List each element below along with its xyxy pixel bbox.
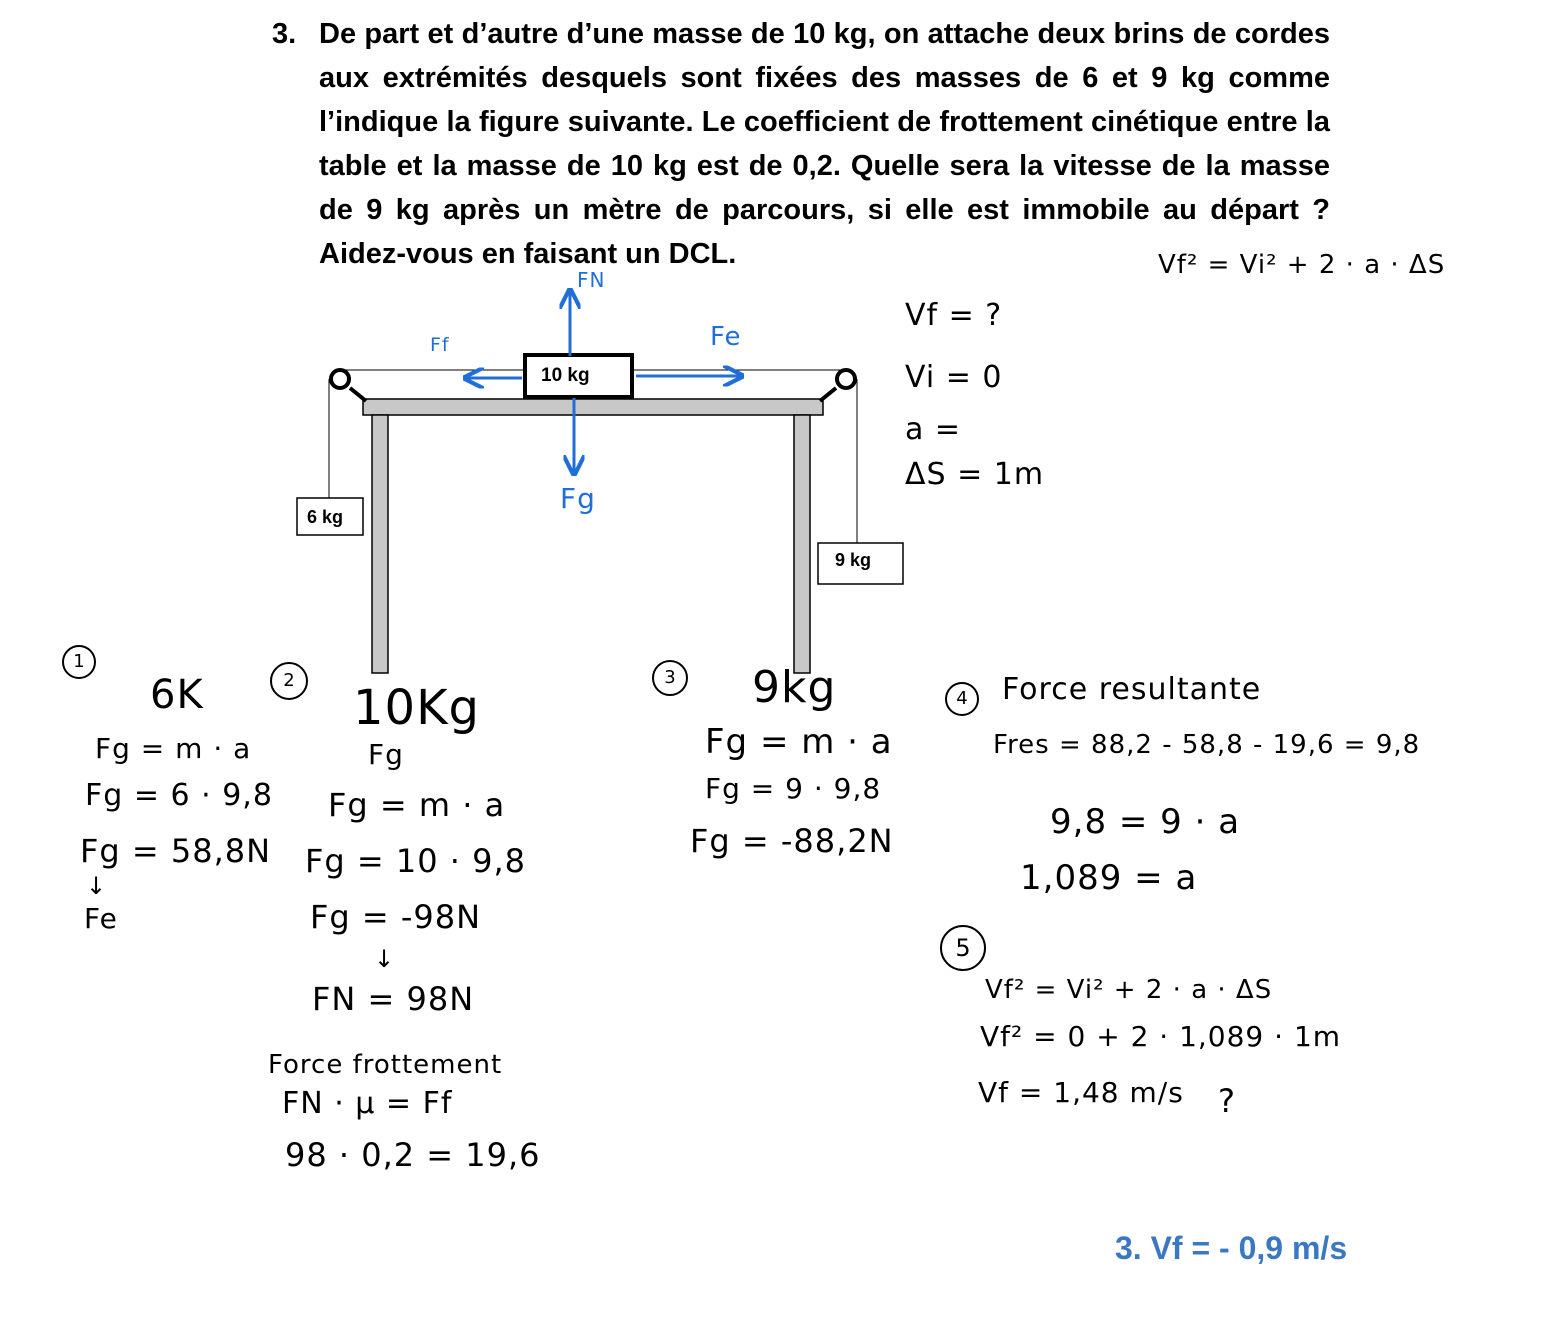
step3-line3: Fg = -88,2N <box>690 822 894 860</box>
friction-title: Force frottement <box>268 1050 503 1080</box>
force-gravity-label: Fg <box>560 482 596 515</box>
step1-line3: Fg = 58,8N <box>80 832 272 870</box>
step4-line1: Fres = 88,2 - 58,8 - 19,6 = 9,8 <box>993 730 1421 760</box>
step5-question: ? <box>1218 1082 1236 1120</box>
given-a: a = <box>905 412 962 447</box>
step4-title: Force resultante <box>1002 672 1262 707</box>
step1-line1: Fg = m · a <box>95 732 252 765</box>
step5-marker: 5 <box>940 925 986 971</box>
step2-arrow: ↓ <box>374 945 396 973</box>
force-tension-label: Fe <box>710 322 742 352</box>
table-leg-left <box>372 415 388 673</box>
step4-line3: 1,089 = a <box>1020 858 1198 898</box>
step2-title: 10Kg <box>353 680 481 736</box>
given-vi: Vi = 0 <box>905 360 1003 395</box>
pulley-left <box>331 370 349 388</box>
formula-top: Vf² = Vi² + 2 · a · ΔS <box>1158 250 1446 280</box>
problem-number: 3. <box>272 18 297 50</box>
mass-9kg-label: 9 kg <box>835 550 872 570</box>
step4-marker: 4 <box>945 682 979 716</box>
pulley-right <box>837 370 855 388</box>
step5-line3: Vf = 1,48 m/s <box>978 1076 1184 1109</box>
step3-line1: Fg = m · a <box>705 722 893 762</box>
given-vf: Vf = ? <box>905 298 1003 333</box>
step5-line1: Vf² = Vi² + 2 · a · ΔS <box>985 975 1273 1005</box>
step3-title: 9kg <box>752 662 837 713</box>
given-ds: ΔS = 1m <box>905 457 1045 492</box>
step2-marker: 2 <box>270 662 308 700</box>
step1-title: 6K <box>150 672 204 718</box>
step2-line2: Fg = 10 · 9,8 <box>305 842 526 880</box>
step5-line2: Vf² = 0 + 2 · 1,089 · 1m <box>980 1020 1342 1053</box>
final-answer: 3. Vf = - 0,9 m/s <box>1115 1230 1348 1266</box>
step1-fe: Fe <box>84 902 118 935</box>
force-friction-label: Ff <box>430 334 450 356</box>
mass-6kg-label: 6 kg <box>307 507 344 527</box>
step1-marker: 1 <box>62 645 96 679</box>
step3-line2: Fg = 9 · 9,8 <box>705 772 882 805</box>
problem-text: De part et d’autre d’une masse de 10 kg, on attache deux brins de cordes aux extrémités desquels sont fixées des masses de 6 et 9 kg comme l’indique la figure suivante. Le coefficient de frottement cinétique entre la table et la masse de 10 kg est de 0,2. Quelle sera la vitesse de la masse de 9 kg après un mètre de parcours, si elle est immobile au départ ? Aidez-vous en faisant un DCL. <box>319 18 1330 270</box>
step2-line0: Fg <box>368 738 404 771</box>
friction-line2: 98 · 0,2 = 19,6 <box>285 1136 541 1174</box>
table-leg-right <box>794 415 810 673</box>
step2-line5: FN = 98N <box>312 980 475 1018</box>
friction-line1: FN · μ = Ff <box>282 1086 453 1121</box>
mass-10kg-label: 10 kg <box>541 365 590 386</box>
step1-line2: Fg = 6 · 9,8 <box>85 778 273 813</box>
step2-line1: Fg = m · a <box>328 786 506 824</box>
table-top <box>363 399 823 415</box>
step3-marker: 3 <box>652 660 688 696</box>
step1-arrow: ↓ <box>86 872 108 900</box>
step4-line2: 9,8 = 9 · a <box>1050 802 1241 842</box>
force-normal-label: FN <box>577 268 606 292</box>
step2-line3: Fg = -98N <box>310 898 482 936</box>
